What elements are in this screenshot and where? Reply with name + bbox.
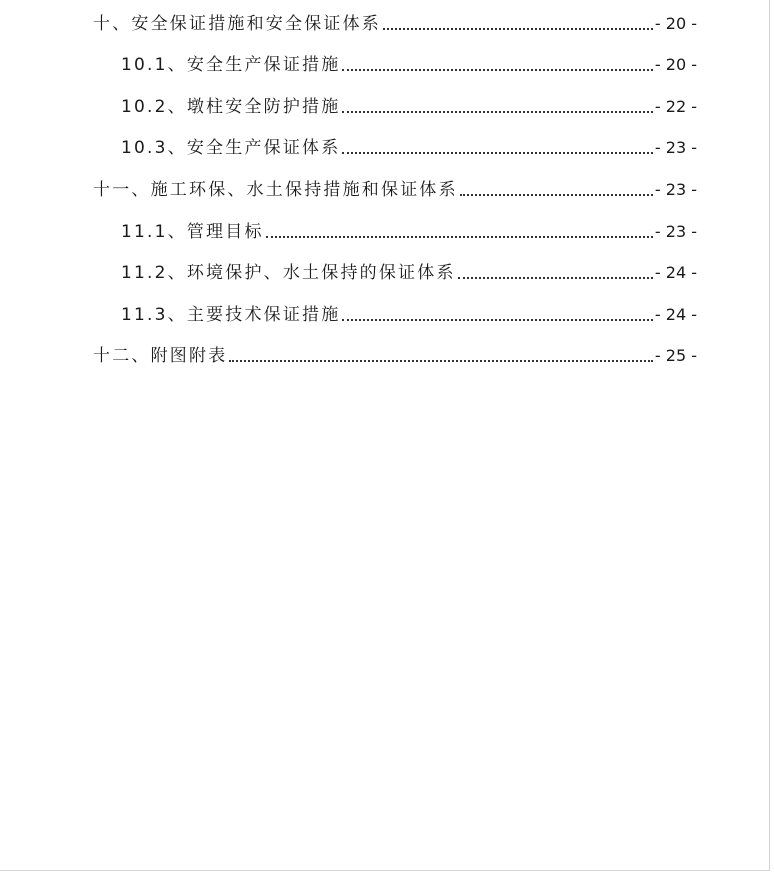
toc-entry[interactable] xyxy=(93,250,697,292)
toc-entry[interactable] xyxy=(93,42,697,84)
toc-dot-leader xyxy=(266,236,653,238)
toc-entry-label: 10.2、墩柱安全防护措施 xyxy=(121,96,341,117)
toc-entry[interactable] xyxy=(93,166,697,208)
toc-entry[interactable] xyxy=(93,333,697,375)
toc-entry-page: - 24 - xyxy=(654,304,697,324)
toc-entry-page: - 22 - xyxy=(654,96,697,116)
toc-entry-page: - 20 - xyxy=(654,55,697,75)
toc-entry-label: 10.1、安全生产保证措施 xyxy=(121,55,341,76)
toc-entry-label: 11.2、环境保护、水土保持的保证体系 xyxy=(121,263,456,284)
toc-entry[interactable] xyxy=(93,125,697,167)
toc-dot-leader xyxy=(342,152,652,154)
toc-dot-leader xyxy=(458,277,653,279)
toc-entry-label: 10.3、安全生产保证体系 xyxy=(121,138,341,159)
toc-entry-page: - 24 - xyxy=(654,263,697,283)
toc-entry-page: - 23 - xyxy=(654,179,697,199)
toc-entry[interactable] xyxy=(93,83,697,125)
toc-entry[interactable] xyxy=(93,0,697,42)
toc-dot-leader xyxy=(460,194,653,196)
toc-entry-label: 十、安全保证措施和安全保证体系 xyxy=(93,13,381,34)
toc-entry-label: 十一、施工环保、水土保持措施和保证体系 xyxy=(93,179,458,200)
toc-dot-leader xyxy=(383,28,653,30)
toc-entry[interactable] xyxy=(93,208,697,250)
toc-entry-label: 11.1、管理目标 xyxy=(121,221,264,242)
toc-dot-leader xyxy=(342,319,652,321)
toc-entry-label: 11.3、主要技术保证措施 xyxy=(121,304,341,325)
toc-entry-label: 十二、附图附表 xyxy=(93,346,228,367)
toc-entry[interactable] xyxy=(93,291,697,333)
table-of-contents xyxy=(93,0,697,374)
toc-dot-leader xyxy=(342,111,652,113)
toc-dot-leader xyxy=(229,360,653,362)
toc-entry-page: - 23 - xyxy=(654,221,697,241)
toc-entry-page: - 20 - xyxy=(654,13,697,33)
toc-entry-page: - 25 - xyxy=(654,346,697,366)
toc-entry-page: - 23 - xyxy=(654,138,697,158)
toc-dot-leader xyxy=(342,69,652,71)
